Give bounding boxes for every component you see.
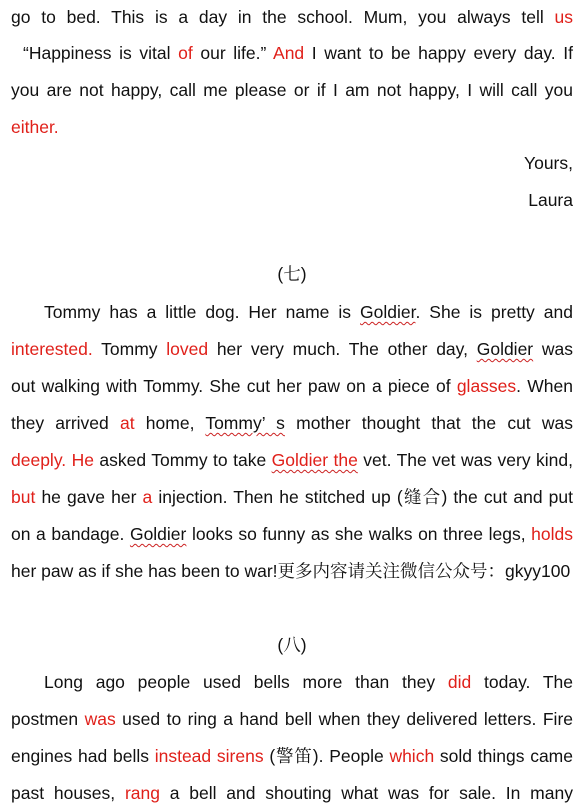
correction-marked-text: glasses	[456, 376, 517, 396]
correction-marked-text: of	[178, 43, 193, 63]
text-run: engines had bells	[11, 746, 155, 766]
text-run: a bell and shouting what was for sale. In many	[159, 783, 573, 803]
paragraph-line	[11, 297, 573, 327]
correction-marked-text: rang	[124, 783, 160, 803]
paragraph-line	[11, 112, 573, 142]
letter-closing: Yours,	[524, 153, 573, 173]
correction-marked-text: did	[447, 672, 472, 692]
text-run: they arrived	[11, 413, 120, 433]
text-run: “Happiness is vital	[23, 43, 179, 63]
correction-marked-text: holds	[531, 524, 573, 544]
correction-marked-text: interested.	[11, 339, 93, 359]
text-run: was	[533, 339, 573, 359]
correction-marked-text: He	[71, 450, 94, 470]
text-run: our life.”	[192, 43, 274, 63]
correction-marked-text: which	[389, 746, 435, 766]
text-run: sold things came	[434, 746, 573, 766]
text-run: I want to be happy every day. If	[304, 43, 573, 63]
spellcheck-underlined-text: Goldier	[360, 302, 416, 322]
text-run: Tommy has a little dog. Her name is	[44, 302, 360, 322]
correction-marked-text: And	[273, 43, 305, 63]
text-run: mother thought that the cut was	[284, 413, 573, 433]
paragraph-line	[11, 371, 573, 401]
paragraph-line	[11, 2, 573, 32]
text-run: asked Tommy to take	[93, 450, 272, 470]
paragraph-line	[11, 445, 573, 475]
correction-marked-text: was	[84, 709, 116, 729]
paragraph-line	[11, 482, 573, 512]
text-run: Long ago people used bells more than they	[44, 672, 448, 692]
text-run: you are not happy, call me please or if I am not happy, I will call you	[11, 80, 573, 100]
text-run: looks so funny as she walks on three legs,	[186, 524, 532, 544]
text-run: her paw as if she has been to war!更多内容请关注微信公众号：gkyy100	[11, 561, 571, 581]
text-run: he gave her	[35, 487, 143, 507]
section-heading: (八)	[277, 635, 307, 655]
section-heading: (七)	[277, 264, 307, 284]
text-run: past houses,	[11, 783, 125, 803]
text-run: . When	[516, 376, 573, 396]
paragraph-line	[11, 38, 573, 68]
correction-marked-text: loved	[166, 339, 209, 359]
text-run: out walking with Tommy. She cut her paw on a piece of	[11, 376, 457, 396]
paragraph-line	[11, 408, 573, 438]
correction-marked-text: a	[142, 487, 153, 507]
paragraph-line	[11, 704, 573, 734]
text-run: used to ring a hand bell when they delivered letters. Fire	[115, 709, 574, 729]
correction-marked-text: at	[119, 413, 135, 433]
correction-marked-text: instead sirens	[154, 746, 264, 766]
correction-marked-text: us	[554, 7, 573, 27]
paragraph-line	[11, 778, 573, 808]
paragraph-line	[11, 741, 573, 771]
paragraph-line	[11, 556, 573, 586]
text-run: her very much. The other day,	[208, 339, 477, 359]
paragraph-line	[11, 334, 573, 364]
spellcheck-underlined-text: Goldier	[476, 339, 534, 359]
text-run: on a bandage.	[11, 524, 130, 544]
paragraph-line	[11, 667, 573, 697]
paragraph-line	[11, 519, 573, 549]
paragraph-line	[11, 75, 573, 105]
correction-marked-text: deeply.	[11, 450, 67, 470]
correction-marked-text: Goldier the	[271, 450, 358, 470]
text-run: injection. Then he stitched up (缝合) the cut and put	[152, 487, 574, 507]
spellcheck-underlined-text: Goldier	[129, 524, 187, 544]
text-run: Tommy	[92, 339, 167, 359]
letter-signature: Laura	[528, 190, 573, 210]
spellcheck-underlined-text: Tommy’ s	[205, 413, 285, 433]
text-run: go to bed. This is a day in the school. Mum, you always tell	[11, 7, 555, 27]
correction-marked-text: but	[11, 487, 36, 507]
text-run: vet. The vet was very kind,	[357, 450, 573, 470]
text-run: postmen	[11, 709, 85, 729]
text-run: (警笛). People	[263, 746, 390, 766]
text-run: today. The	[471, 672, 574, 692]
correction-marked-text: either.	[11, 117, 59, 137]
text-run: home,	[134, 413, 206, 433]
text-run: . She is pretty and	[415, 302, 573, 322]
